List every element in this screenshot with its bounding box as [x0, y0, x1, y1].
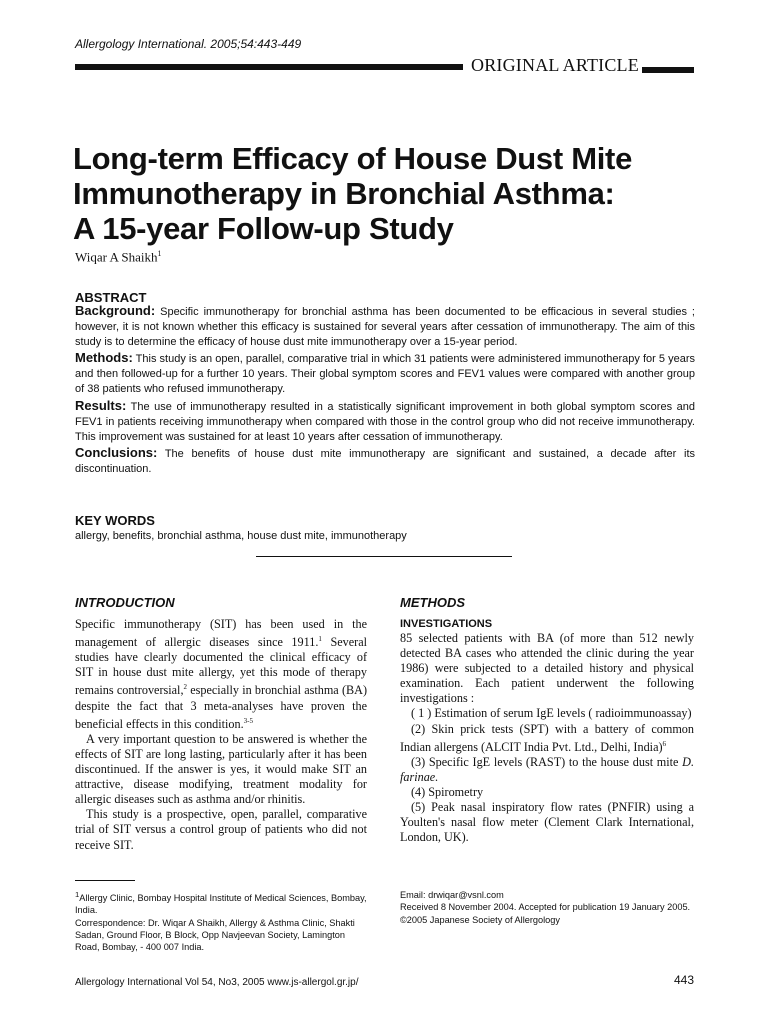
abstract-background [75, 303, 695, 350]
title-line-2: Immunotherapy in Bronchial Asthma: [73, 176, 615, 211]
footnote-rule [75, 880, 135, 881]
investigations-subheading: INVESTIGATIONS [400, 618, 493, 630]
introduction-column [75, 595, 367, 853]
author-name: Wiqar A Shaikh [75, 249, 158, 265]
article-type-label: ORIGINAL ARTICLE [471, 55, 639, 75]
investigation-item-3 [400, 755, 694, 785]
intro-text-b: Several studies have clearly documented the clinical efficacy of SIT in house dust mite allergy, yet this mode of therapy remains controversial, [75, 635, 367, 698]
citation-ref: 2 [183, 683, 187, 692]
results-text: The use of immunotherapy resulted in a statistically significant improvement in both global symptom scores and FEV1 in patients receiving immunotherapy when compared with those in the control group who did not receive immunotherapy. This improvement was sustained for at least 10 years after cessation of immunotherapy. [75, 400, 695, 443]
intro-text-a: Specific immunotherapy (SIT) has been used in the management of allergic diseases since 1911. [75, 617, 367, 650]
item3-text: (3) Specific IgE levels (RAST) to the house dust mite [411, 754, 683, 769]
keywords-text: allergy, benefits, bronchial asthma, house dust mite, immunotherapy [75, 530, 407, 542]
methods-label: Methods: [75, 350, 133, 366]
intro-text-c: especially in bronchial asthma (BA) despite the fact that 3 meta-analyses have proven the beneficial effects in this condition. [75, 683, 367, 731]
investigation-item-5: (5) Peak nasal inspiratory flow rates (PNFIR) using a Youlten's nasal flow meter (Clement Clark International, London, UK). [400, 800, 694, 845]
email-note: Email: drwiqar@vsnl.com [400, 890, 504, 900]
header-rule-left [75, 64, 463, 70]
methods-text: This study is an open, parallel, comparative trial in which 31 patients were administered immunotherapy for 5 years and then followed-up for a further 10 years. Their global symptom scores and FEV1 values were compared with another group of 38 patients who refused immunotherapy. [75, 353, 695, 396]
introduction-paragraph-3: This study is a prospective, open, parallel, comparative trial of SIT versus a control group of patients who did not receive SIT. [75, 807, 367, 852]
item2-text: (2) Skin prick tests (SPT) with a battery of common Indian allergens (ALCIT India Pvt. Ltd., Delhi, India) [400, 721, 694, 754]
abstract-conclusions [75, 445, 695, 477]
introduction-body [75, 617, 367, 853]
investigation-item-2 [400, 722, 694, 755]
title-line-1: Long-term Efficacy of House Dust Mite [73, 141, 633, 176]
keywords-divider [256, 556, 512, 557]
keywords-heading: KEY WORDS [75, 513, 155, 528]
author-affiliation-mark: 1 [157, 249, 162, 258]
results-label: Results: [75, 397, 127, 413]
methods-column [400, 595, 694, 845]
background-label: Background: [75, 303, 156, 318]
affiliation-text: Allergy Clinic, Bombay Hospital Institute of Medical Sciences, Bombay, India. [75, 893, 367, 916]
introduction-paragraph-1 [75, 617, 367, 732]
author-line [75, 249, 162, 265]
abstract-results [75, 398, 695, 445]
affiliation-mark: 1 [75, 890, 80, 899]
methods-paragraph-1: 85 selected patients with BA (of more than 512 newly detected BA cases who attended the clinic during the year 1986) were subjected to a detailed history and physical examination. Each patient underwent the following investigations : [400, 631, 694, 706]
footnotes-affiliation [75, 889, 367, 954]
methods-body [400, 631, 694, 845]
footnotes-publication [400, 889, 694, 926]
conclusions-label: Conclusions: [75, 444, 158, 460]
copyright-note: ©2005 Japanese Society of Allergology [400, 914, 560, 925]
species-name: D. farinae. [400, 754, 694, 784]
correspondence-note: Correspondence: Dr. Wiqar A Shaikh, Allergy & Asthma Clinic, Shakti Sadan, Ground Floor, B Block, Opp Navjeevan Society, Lamington Road, Bombay, - 400 007 India. [75, 917, 355, 953]
citation-ref: 3-5 [243, 716, 253, 725]
journal-reference: Allergology International. 2005;54:443-449 [75, 37, 302, 51]
header-rule-right [642, 67, 694, 73]
citation-ref: 1 [318, 635, 322, 644]
abstract-methods [75, 350, 695, 397]
abstract-body [75, 303, 695, 477]
affiliation-note [75, 889, 367, 917]
introduction-paragraph-2: A very important question to be answered is whether the effects of SIT are long lasting, particularly after it has been discontinued. If the answer is yes, it would make SIT an attractive, disease modifying, treatment modality for allergic diseases such as asthma and/or rhinitis. [75, 731, 367, 807]
citation-ref: 6 [662, 739, 667, 748]
investigation-item-1: ( 1 ) Estimation of serum IgE levels ( radioimmunoassay) [411, 706, 692, 721]
methods-heading: METHODS [400, 595, 465, 610]
article-title [73, 141, 713, 246]
background-text: Specific immunotherapy for bronchial asthma has been documented to be efficacious in several studies ; however, it is not known whether this efficacy is sustained for several years after cessation of immunotherapy. The aim of this study is to determine the efficacy of house dust mite immunotherapy over a 15-year period. [75, 306, 695, 349]
abstract-heading: ABSTRACT [75, 290, 147, 305]
investigation-item-4: (4) Spirometry [411, 785, 484, 799]
conclusions-text: The benefits of house dust mite immunotherapy are significant and sustained, a decade after its discontinuation. [75, 447, 695, 475]
introduction-heading: INTRODUCTION [75, 595, 175, 610]
title-line-3: A 15-year Follow-up Study [73, 211, 454, 246]
page-number: 443 [674, 973, 695, 987]
received-note: Received 8 November 2004. Accepted for publication 19 January 2005. [400, 902, 691, 913]
footer-journal-line: Allergology International Vol 54, No3, 2005 www.js-allergol.gr.jp/ [75, 977, 359, 988]
